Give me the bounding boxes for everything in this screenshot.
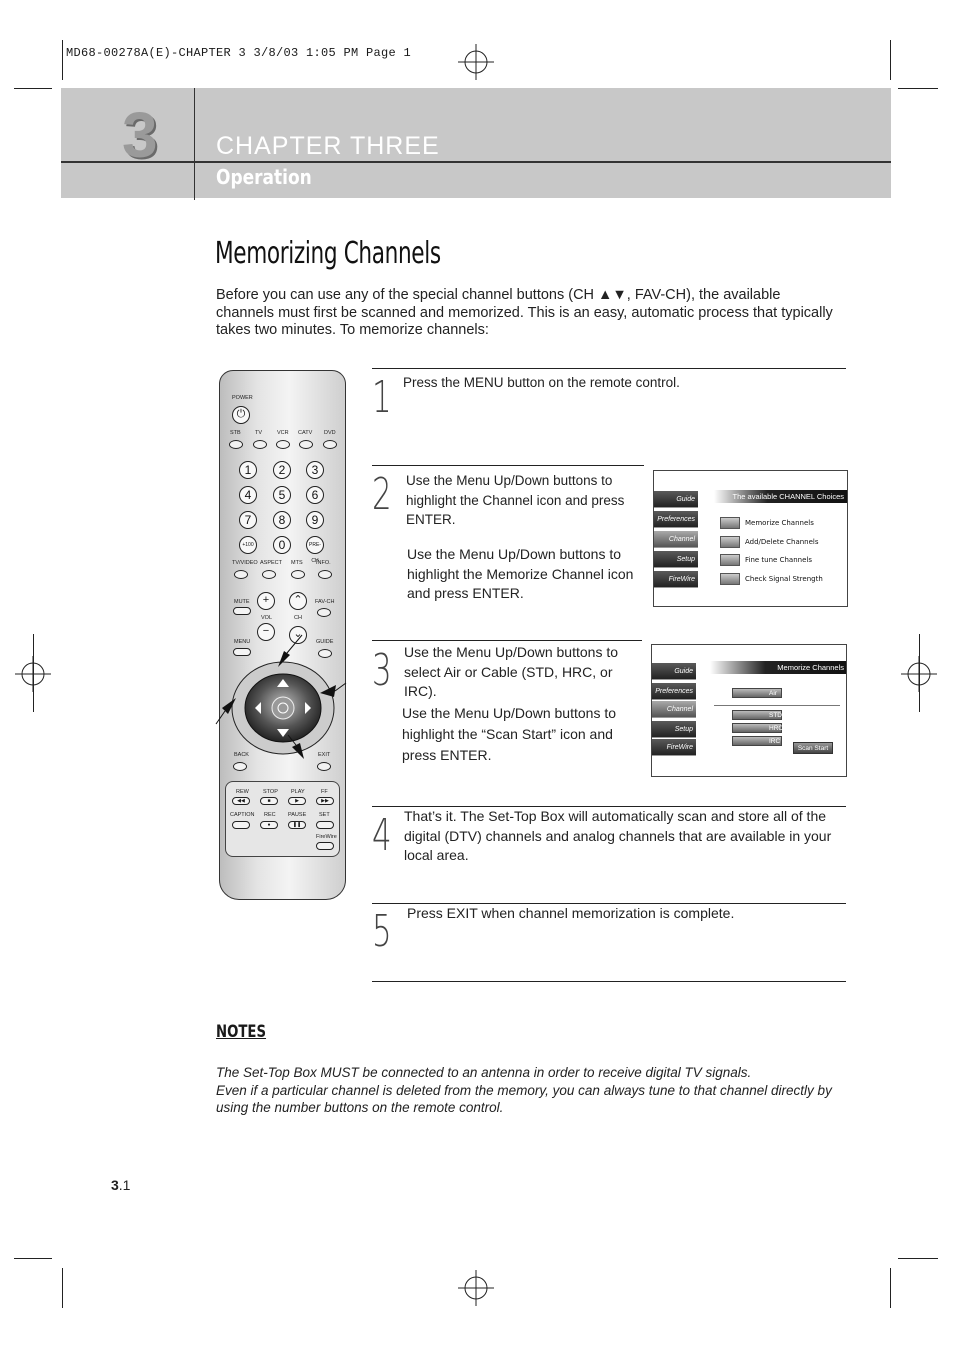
digit-button: 2	[273, 461, 291, 479]
step-rule	[372, 465, 644, 466]
transport-label: REW	[236, 789, 249, 795]
arrow-pointer-icon	[284, 733, 310, 761]
function-button	[262, 570, 276, 579]
source-button	[276, 440, 290, 449]
step-number: 4	[372, 810, 392, 861]
digit-button: 6	[306, 486, 324, 504]
step-text: That’s it. The Set-Top Box will automatically scan and store all of the digital (DTV) channels and analog channels that are available in your local area.	[404, 808, 832, 863]
function-button	[291, 570, 305, 579]
crop-mark	[62, 40, 63, 80]
arrow-pointer-icon	[214, 696, 238, 726]
menu-option: Check Signal Strength	[745, 575, 823, 583]
source-button	[229, 440, 243, 449]
transport-label: REC	[264, 812, 276, 818]
fav-button	[317, 608, 331, 617]
irc-option: IRC	[732, 736, 782, 746]
menu-label: MENU	[234, 639, 251, 645]
transport-label: PLAY	[291, 789, 305, 795]
fast-forward-icon: ▶▶	[316, 797, 334, 805]
digit-button: 4	[239, 486, 257, 504]
screen-tab: Channel	[654, 531, 698, 548]
digit-button: 1	[239, 461, 257, 479]
rewind-icon: ◀◀	[232, 797, 250, 805]
channel-menu-screenshot	[653, 470, 848, 607]
mute-label: MUTE	[234, 599, 250, 605]
step-rule	[372, 368, 846, 369]
menu-option: Memorize Channels	[745, 519, 814, 527]
registration-mark-icon	[15, 656, 51, 692]
vol-up-icon: +	[257, 592, 275, 610]
add100-button	[239, 536, 257, 554]
ch-label: CH	[294, 615, 302, 621]
step-number: 2	[372, 469, 392, 520]
step-number: 1	[372, 372, 392, 423]
arrow-pointer-icon	[318, 681, 348, 705]
firewire-label: FireWire	[316, 834, 337, 840]
screen-tab: Preferences	[654, 511, 698, 528]
ch-up-icon: ⌃	[289, 592, 307, 610]
row-label: TV/VIDEO	[232, 560, 258, 566]
ch-down-icon: ⌄	[289, 626, 307, 644]
step-number: 3	[372, 645, 392, 696]
print-header: MD68-00278A(E)-CHAPTER 3 3/8/03 1:05 PM Page 1	[66, 46, 412, 60]
registration-mark-icon	[458, 44, 494, 80]
function-button	[318, 570, 332, 579]
page-title: Memorizing Channels	[215, 236, 441, 271]
digit-button: 5	[273, 486, 291, 504]
step-text: Use the Menu Up/Down buttons to select Air or Cable (STD, HRC, or IRC).	[404, 644, 619, 699]
screen-tab: Preferences	[652, 683, 696, 700]
screen-header: Memorize Channels	[710, 661, 847, 674]
menu-option-icon	[720, 573, 740, 585]
pause-icon: ❚❚	[288, 821, 306, 829]
source-button	[299, 440, 313, 449]
menu-option-icon	[720, 536, 740, 548]
step-rule	[372, 981, 846, 982]
notes-heading: NOTES	[216, 1022, 267, 1042]
row-label: ASPECT	[260, 560, 283, 566]
screen-tab: Guide	[654, 491, 698, 508]
registration-mark-icon	[901, 656, 937, 692]
transport-label: FF	[321, 789, 328, 795]
page-number	[111, 1177, 130, 1193]
power-label: POWER	[232, 395, 253, 401]
firewire-button	[316, 842, 334, 850]
step-text: Use the Menu Up/Down buttons to highlight the Channel icon and press ENTER.	[406, 473, 625, 527]
guide-label: GUIDE	[316, 639, 334, 645]
crop-mark	[898, 1258, 938, 1259]
menu-button	[233, 648, 251, 656]
back-label: BACK	[234, 752, 249, 758]
step-text: Press EXIT when channel memorization is complete.	[407, 905, 735, 921]
digit-button: 7	[239, 511, 257, 529]
crop-mark	[898, 88, 938, 89]
exit-label: EXIT	[318, 752, 331, 758]
banner-divider	[194, 88, 195, 200]
transport-label: STOP	[263, 789, 278, 795]
function-button	[234, 570, 248, 579]
source-label: VCR	[277, 430, 289, 436]
screen-tab: FireWire	[654, 571, 698, 588]
screen-tab: Setup	[652, 721, 696, 738]
crop-mark	[62, 1268, 63, 1308]
menu-option: Fine tune Channels	[745, 556, 812, 564]
screen-header: The available CHANNEL Choices	[714, 490, 848, 503]
caption-button	[232, 821, 250, 829]
crop-mark	[890, 40, 891, 80]
vol-down-icon: −	[257, 623, 275, 641]
row-label: MTS	[291, 560, 303, 566]
transport-label: CAPTION	[230, 812, 255, 818]
step-number: 5	[372, 906, 392, 957]
mute-button	[233, 607, 251, 615]
transport-label: PAUSE	[288, 812, 307, 818]
hrc-option: HRC	[732, 723, 782, 733]
registration-mark-icon	[458, 1270, 494, 1306]
record-icon: ●	[260, 821, 278, 829]
source-label: TV	[255, 430, 263, 436]
screen-tab: Guide	[652, 663, 696, 680]
source-button	[253, 440, 267, 449]
chapter-banner	[61, 88, 891, 198]
set-button	[316, 821, 334, 829]
step-text: Use the Menu Up/Down buttons to highlight the Memorize Channel icon and press ENTER.	[407, 546, 634, 601]
screen-divider	[714, 705, 840, 706]
digit-button: 9	[306, 511, 324, 529]
page-number-chapter: 3	[111, 1177, 119, 1193]
vol-label: VOL	[261, 615, 273, 621]
screen-tab: Channel	[652, 701, 696, 718]
add100-label: +100	[242, 542, 254, 548]
source-label: STB	[230, 430, 241, 436]
crop-mark	[14, 1258, 52, 1259]
source-label: DVD	[324, 430, 336, 436]
digit-button: 8	[273, 511, 291, 529]
source-label: CATV	[298, 430, 313, 436]
screen-tab: Setup	[654, 551, 698, 568]
memorize-channels-screenshot	[651, 644, 847, 777]
power-icon: ⏻	[232, 406, 250, 424]
step-text: Press the MENU button on the remote control.	[403, 375, 680, 390]
banner-rule	[61, 161, 891, 163]
back-button	[233, 762, 247, 771]
screen-tab: FireWire	[652, 739, 696, 756]
transport-label: SET	[319, 812, 330, 818]
air-option: Air	[732, 688, 782, 698]
guide-button	[318, 649, 332, 658]
step-rule	[372, 640, 642, 641]
menu-option: Add/Delete Channels	[745, 538, 819, 546]
prech-label: PRE-CH	[309, 542, 321, 564]
digit-button: 0	[273, 536, 291, 554]
note-line: Even if a particular channel is deleted from the memory, you can always tune to that channel directly by using the number buttons on the remote control.	[216, 1082, 832, 1115]
digit-button: 3	[306, 461, 324, 479]
std-option: STD	[732, 710, 782, 720]
source-button	[323, 440, 337, 449]
crop-mark	[890, 1268, 891, 1308]
navigation-pad-icon	[230, 659, 336, 757]
menu-option-icon	[720, 554, 740, 566]
notes-body	[216, 1064, 856, 1117]
fav-label: FAV-CH	[315, 599, 335, 605]
play-icon: ▶	[288, 797, 306, 805]
intro-paragraph: Before you can use any of the special channel buttons (CH ▲▼, FAV-CH), the available channels must first be scanned and memorized. This is an easy, automatic process that typically takes two minutes. To memorize channels:	[216, 287, 833, 338]
exit-button	[317, 762, 331, 771]
remote-control-illustration	[219, 370, 346, 900]
scan-start-button: Scan Start	[793, 742, 833, 754]
crop-mark	[14, 88, 52, 89]
page-number-page: .1	[118, 1177, 131, 1193]
row-label: INFO.	[316, 560, 331, 566]
note-line: The Set-Top Box MUST be connected to an antenna in order to receive digital TV signals.	[216, 1065, 752, 1080]
menu-option-icon	[720, 517, 740, 529]
chapter-title: CHAPTER THREE	[216, 132, 440, 160]
stop-icon: ■	[260, 797, 278, 805]
chapter-subtitle: Operation	[216, 165, 312, 189]
prech-button	[306, 536, 324, 564]
arrow-pointer-icon	[276, 633, 306, 669]
step-text: Use the Menu Up/Down buttons to highlight the “Scan Start” icon and press ENTER.	[402, 705, 617, 763]
chapter-number: 3	[122, 99, 158, 171]
